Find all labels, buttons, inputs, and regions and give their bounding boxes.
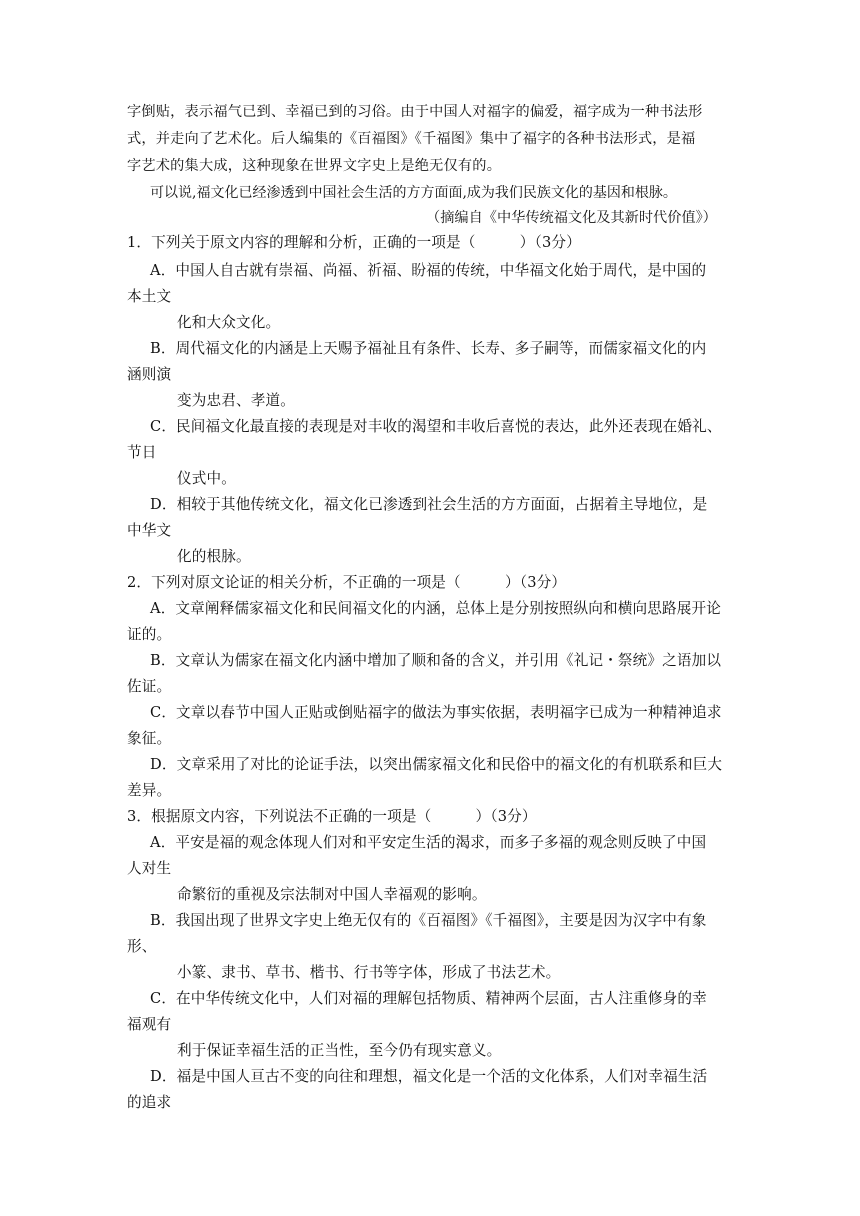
q1-option-b-wrap: 涵则演 xyxy=(127,366,172,383)
q2-option-c-wrap: 象征。 xyxy=(127,730,172,747)
question-1-stem: 1．下列关于原文内容的理解和分析，正确的一项是（ ）（3分） xyxy=(127,234,581,251)
q2-option-a: A．文章阐释儒家福文化和民间福文化的内涵，总体上是分别按照纵向和横向思路展开论 xyxy=(150,600,721,617)
question-2-stem: 2．下列对原文论证的相关分析，不正确的一项是（ ）（3分） xyxy=(127,574,567,591)
question-3-stem: 3．根据原文内容，下列说法不正确的一项是（ ）（3分） xyxy=(127,808,537,825)
q3-option-a-cont: 命繁衍的重视及宗法制对中国人幸福观的影响。 xyxy=(177,886,487,903)
q1-option-d: D．相较于其他传统文化，福文化已渗透到社会生活的方方面面，占据着主导地位，是 xyxy=(150,496,708,513)
q3-option-b-wrap: 形、 xyxy=(127,938,157,955)
q2-option-c: C．文章以春节中国人正贴或倒贴福字的做法为事实依据，表明福字已成为一种精神追求 xyxy=(150,704,722,721)
q3-option-b: B．我国出现了世界文字史上绝无仅有的《百福图》《千福图》，主要是因为汉字中有象 xyxy=(150,912,707,929)
passage-line: 字艺术的集大成，这种现象在世界文字史上是绝无仅有的。 xyxy=(127,158,502,174)
q1-option-d-wrap: 中华文 xyxy=(127,522,172,539)
passage-source: （摘编自《中华传统福文化及其新时代价值》） xyxy=(426,210,717,226)
q1-option-d-cont: 化的根脉。 xyxy=(177,548,251,565)
q1-option-a-wrap: 本土文 xyxy=(127,288,172,305)
passage-line: 式，并走向了艺术化。后人编集的《百福图》《千福图》集中了福字的各种书法形式，是福 xyxy=(127,131,696,147)
q3-option-a: A．平安是福的观念体现人们对和平安定生活的渴求，而多子多福的观念则反映了中国 xyxy=(150,834,707,851)
q3-option-d-wrap: 的追求 xyxy=(127,1094,172,1111)
q1-option-b-cont: 变为忠君、孝道。 xyxy=(177,392,295,409)
q3-option-a-wrap: 人对生 xyxy=(127,860,172,877)
q3-option-d: D．福是中国人亘古不变的向往和理想，福文化是一个活的文化体系，人们对幸福生活 xyxy=(150,1068,708,1085)
q1-option-a: A．中国人自古就有崇福、尚福、祈福、盼福的传统，中华福文化始于周代，是中国的 xyxy=(150,262,707,279)
q1-option-c: C．民间福文化最直接的表现是对丰收的渴望和丰收后喜悦的表达，此外还表现在婚礼、 xyxy=(150,418,722,435)
q1-option-b: B．周代福文化的内涵是上天赐予福祉且有条件、长寿、多子嗣等，而儒家福文化的内 xyxy=(150,340,707,357)
q3-option-b-cont: 小篆、隶书、草书、楷书、行书等字体，形成了书法艺术。 xyxy=(177,964,561,981)
q2-option-d: D．文章采用了对比的论证手法，以突出儒家福文化和民俗中的福文化的有机联系和巨大 xyxy=(150,756,723,773)
passage-conclusion: 可以说,福文化已经渗透到中国社会生活的方方面面,成为我们民族文化的基因和根脉。 xyxy=(150,185,677,201)
passage-line: 字倒贴，表示福气已到、幸福已到的习俗。由于中国人对福字的偏爱，福字成为一种书法形 xyxy=(127,104,703,120)
q2-option-a-wrap: 证的。 xyxy=(127,626,172,643)
q1-option-c-wrap: 节日 xyxy=(127,444,157,461)
q1-option-c-cont: 仪式中。 xyxy=(177,470,236,487)
q1-option-a-cont: 化和大众文化。 xyxy=(177,314,281,331)
q2-option-b: B．文章认为儒家在福文化内涵中增加了顺和备的含义，并引用《礼记・祭统》之语加以 xyxy=(150,652,722,669)
q3-option-c: C．在中华传统文化中，人们对福的理解包括物质、精神两个层面，古人注重修身的幸 xyxy=(150,990,707,1007)
q2-option-b-wrap: 佐证。 xyxy=(127,678,172,695)
q3-option-c-wrap: 福观有 xyxy=(127,1016,172,1033)
q2-option-d-wrap: 差异。 xyxy=(127,782,172,799)
q3-option-c-cont: 利于保证幸福生活的正当性，至今仍有现实意义。 xyxy=(177,1042,502,1059)
